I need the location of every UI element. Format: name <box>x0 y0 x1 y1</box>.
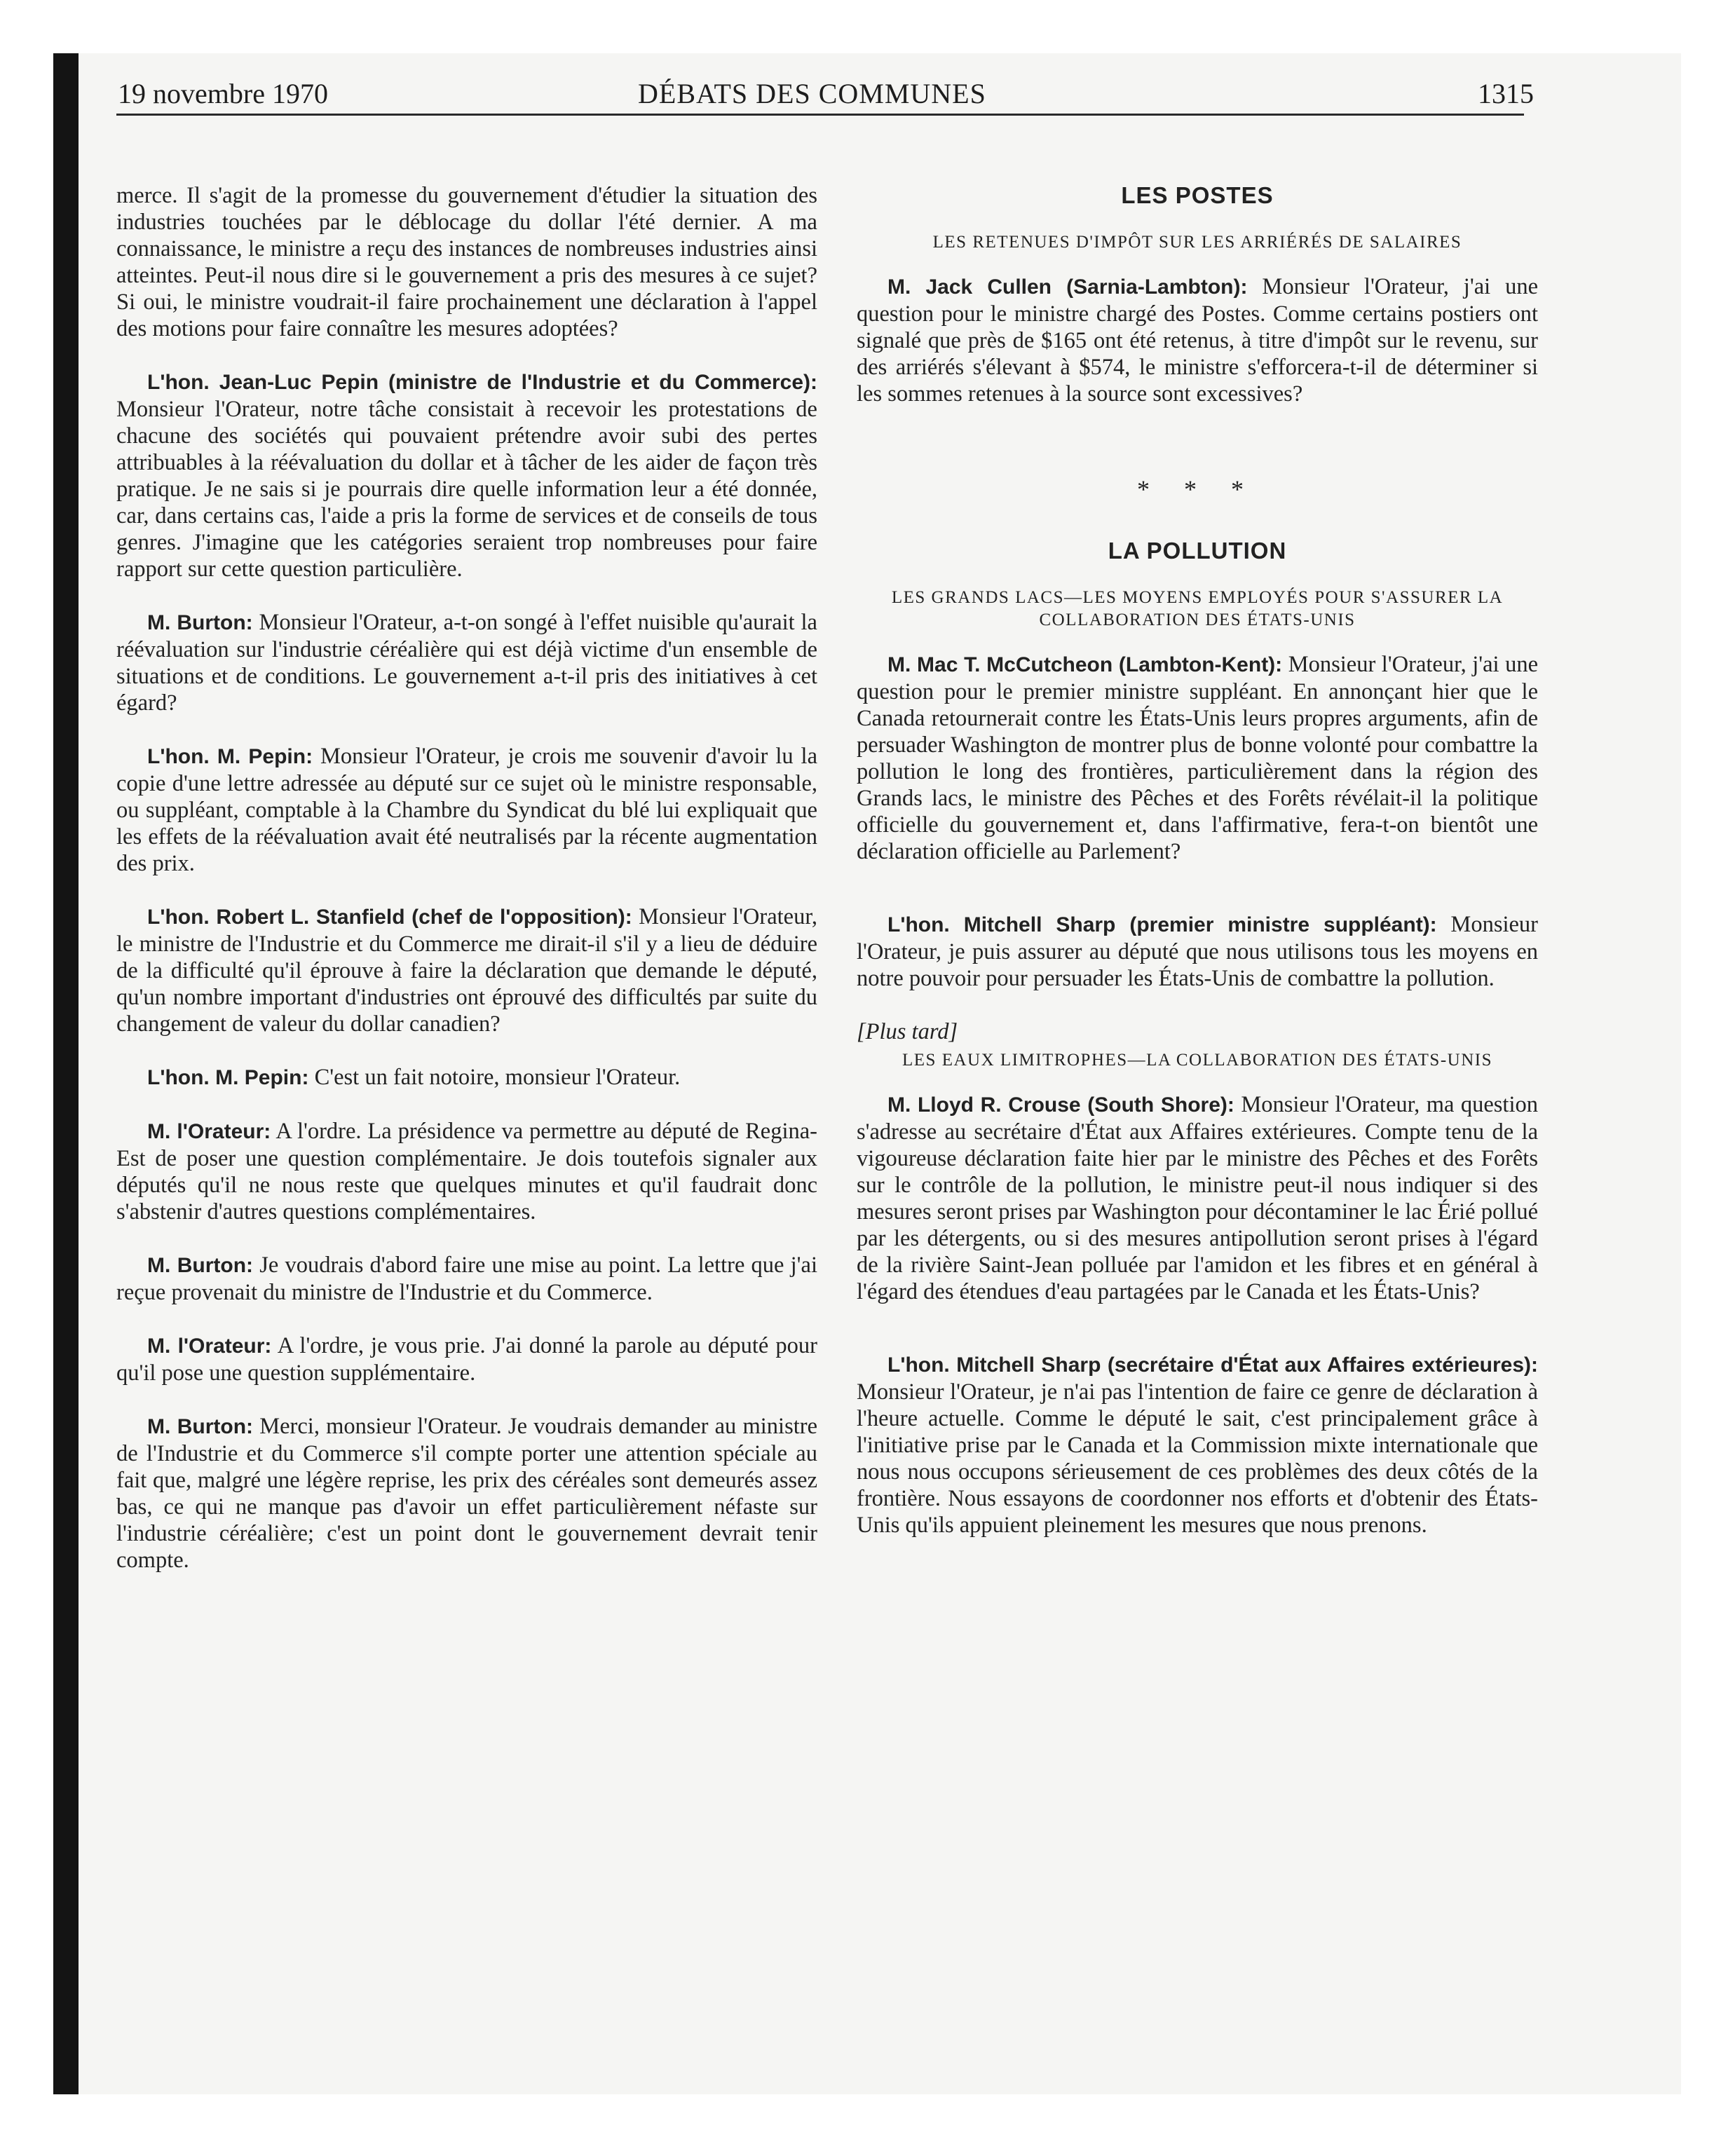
paragraph <box>116 1332 817 1386</box>
speech-text: Monsieur l'Orateur, je puis assurer au député que nous utilisons tous les moyens en notre pouvoir pour persuader les États-Unis de combattre la pollution. <box>857 912 1538 991</box>
speaker: L'hon. M. Pepin: <box>147 1066 309 1089</box>
speech-text: Monsieur l'Orateur, a-t-on songé à l'effet nuisible qu'aurait la réévaluation sur l'industrie céréalière qui est déjà victime d'un ensemble de situations et de conditions. Le gouvernement a-t-il pris des initiatives à cet égard? <box>116 610 817 716</box>
paragraph <box>116 1118 817 1225</box>
speaker: M. Jack Cullen (Sarnia-Lambton): <box>887 275 1248 299</box>
speech-text: Monsieur l'Orateur, ma question s'adresse au secrétaire d'État aux Affaires extérieures. Compte tenu de la vigoureuse déclaration faite hier par le ministre des Pêches et des Forêts sur le contrôle de la pollution, le ministre peut-il nous indiquer si des mesures seront prises par Washington pour décontaminer le lac Érié pollué par les détergents, ou si des mesures antipollution seront prises à l'égard de la rivière Saint-Jean polluée par l'amidon et les fibres et en général à l'égard des étendues d'eau partagées par le Canada et les États-Unis? <box>857 1092 1538 1304</box>
section-title: LA POLLUTION <box>1108 538 1287 564</box>
speaker: L'hon. M. Pepin: <box>147 745 313 768</box>
speech-text: C'est un fait notoire, monsieur l'Orateur. <box>314 1065 681 1090</box>
paragraph <box>116 1413 817 1574</box>
speaker: L'hon. Robert L. Stanfield (chef de l'opposition): <box>147 906 632 929</box>
speaker: M. Burton: <box>147 1254 254 1277</box>
section-separator: * * * <box>1137 475 1258 503</box>
paragraph <box>116 1252 817 1306</box>
speaker: L'hon. Jean-Luc Pepin (ministre de l'Industrie et du Commerce): <box>147 371 817 394</box>
paragraph <box>116 1064 817 1091</box>
paragraph <box>116 903 817 1037</box>
page-number: 1315 <box>1478 78 1534 109</box>
spacer <box>857 1332 1538 1351</box>
section-subtitle: LES GRANDS LACS—LES MOYENS EMPLOYÉS POUR S'ASSURER LA COLLABORATION DES ÉTATS-UNIS <box>891 588 1504 629</box>
paragraph <box>116 369 817 582</box>
speech-text: Monsieur l'Orateur, le ministre de l'Industrie et du Commerce me dirait-il s'il y a lieu de déduire de la difficulté qu'il éprouve à faire la déclaration que demande le député, qu'un nombre important d'industries ont éprouvé des difficultés par suite du changement de valeur du dollar canadien? <box>116 904 817 1037</box>
speech-text: Monsieur l'Orateur, j'ai une question pour le ministre chargé des Postes. Comme certains postiers ont signalé que près de $165 ont été retenus, à titre d'impôt sur le revenu, sur des arriérés s'élevant à $574, le ministre s'efforcera-t-il de déterminer si les sommes retenues à la source sont excessives? <box>857 274 1538 407</box>
speaker: L'hon. Mitchell Sharp (secrétaire d'État aux Affaires extérieures): <box>887 1353 1538 1377</box>
paragraph: merce. Il s'agit de la promesse du gouvernement d'étudier la situation des industries touchées par le déblocage du dollar l'été dernier. A ma connaissance, le ministre a reçu des instances de nombreuses industries ainsi atteintes. Peut-il nous dire si le gouvernement a pris des mesures à ce sujet? Si oui, le ministre voudrait-il faire prochainement une déclaration à l'appel des motions pour faire connaître les mesures adoptées? <box>116 183 817 341</box>
spacer <box>857 434 1538 476</box>
speech-text: A l'ordre. La présidence va permettre au député de Regina-Est de poser une question complémentaire. Je dois toutefois signaler aux députés qu'il ne nous reste que quelques minutes et qu'il faudrait donc s'abstenir d'autres questions complémentaires. <box>116 1119 817 1224</box>
spacer <box>857 892 1538 911</box>
speaker: M. Burton: <box>147 611 253 634</box>
paragraph <box>116 609 817 716</box>
speech-text: Merci, monsieur l'Orateur. Je voudrais demander au ministre de l'Industrie et du Commerce s'il compte porter une attention spéciale au fait que, malgré une légère reprise, les prix des céréales sont demeurés assez bas, ce qui ne manque pas d'avoir un effet particulièrement néfaste sur l'industrie céréalière; c'est un point dont le gouvernement devrait tenir compte. <box>116 1414 817 1573</box>
later-marker: [Plus tard] <box>857 1019 958 1044</box>
speech-text: Monsieur l'Orateur, je n'ai pas l'intention de faire ce genre de déclaration à l'heure actuelle. Comme le député le sait, c'est principalement grâce à l'initiative prise par le Canada et la Commission mixte internationale que nous nous occupons sérieusement de ces problèmes des deux côtés de la frontière. Nous essayons de coordonner nos efforts et d'obtenir des États-Unis qu'ils appuient pleinement les mesures que nous prenons. <box>857 1379 1538 1538</box>
speaker: M. Burton: <box>147 1415 254 1438</box>
speaker: L'hon. Mitchell Sharp (premier ministre suppléant): <box>887 913 1437 936</box>
speech-text: Monsieur l'Orateur, je crois me souvenir d'avoir lu la copie d'une lettre adressée au député sur ce sujet où le ministre responsable, ou suppléant, comptable à la Chambre du Syndicat du blé lui expliquait que les effets de la réévaluation avait été neutralisés par la récente augmentation des prix. <box>116 744 818 876</box>
speaker: M. l'Orateur: <box>147 1120 271 1143</box>
section-subtitle: LES EAUX LIMITROPHES—LA COLLABORATION DES ÉTATS-UNIS <box>902 1051 1492 1070</box>
section-subtitle: LES RETENUES D'IMPÔT SUR LES ARRIÉRÉS DE SALAIRES <box>932 233 1462 252</box>
paragraph <box>857 1091 1538 1305</box>
header-title: DÉBATS DES COMMUNES <box>638 78 986 109</box>
section-title: LES POSTES <box>1121 182 1274 208</box>
header-rule <box>116 114 1524 116</box>
paragraph <box>857 911 1538 992</box>
speaker: M. l'Orateur: <box>147 1335 272 1358</box>
paragraph <box>116 743 817 877</box>
speech-text: A l'ordre, je vous prie. J'ai donné la parole au député pour qu'il pose une question supplémentaire. <box>116 1333 817 1386</box>
header-date: 19 novembre 1970 <box>118 78 328 109</box>
right-column <box>857 182 1538 1565</box>
speech-text: Monsieur l'Orateur, notre tâche consistait à recevoir les protestations de chacune des sociétés qui pouvaient prétendre avoir subi des pertes attribuables à la réévaluation du dollar et à tâcher de les aider de façon très pratique. Je ne sais si je pourrais dire quelle information leur a été donnée, car, dans certains cas, l'aide a pris la forme de services et de conseils de tous genres. J'imagine que les catégories seraient trop nombreuses pour faire rapport sur cette question particulière. <box>116 397 817 582</box>
paragraph <box>857 651 1538 865</box>
speech-text: Monsieur l'Orateur, j'ai une question pour le premier ministre suppléant. En annonçant hier que le Canada retournerait contre les États-Unis leurs propres arguments, afin de persuader Washington de montrer plus de bonne volonté pour combattre la pollution le long des frontières, particulièrement dans la région des Grands lacs, le ministre des Pêches et des Forêts révélait-il la politique officielle du gouvernement et, dans l'affirmative, fera-t-on bientôt une déclaration officielle au Parlement? <box>857 652 1539 864</box>
speaker: M. Mac T. McCutcheon (Lambton-Kent): <box>887 653 1283 676</box>
paragraph <box>857 273 1538 407</box>
speaker: M. Lloyd R. Crouse (South Shore): <box>887 1093 1234 1117</box>
left-column <box>116 182 817 1600</box>
speech-text: Je voudrais d'abord faire une mise au point. La lettre que j'ai reçue provenait du ministre de l'Industrie et du Commerce. <box>116 1253 817 1305</box>
paragraph <box>857 1351 1538 1538</box>
